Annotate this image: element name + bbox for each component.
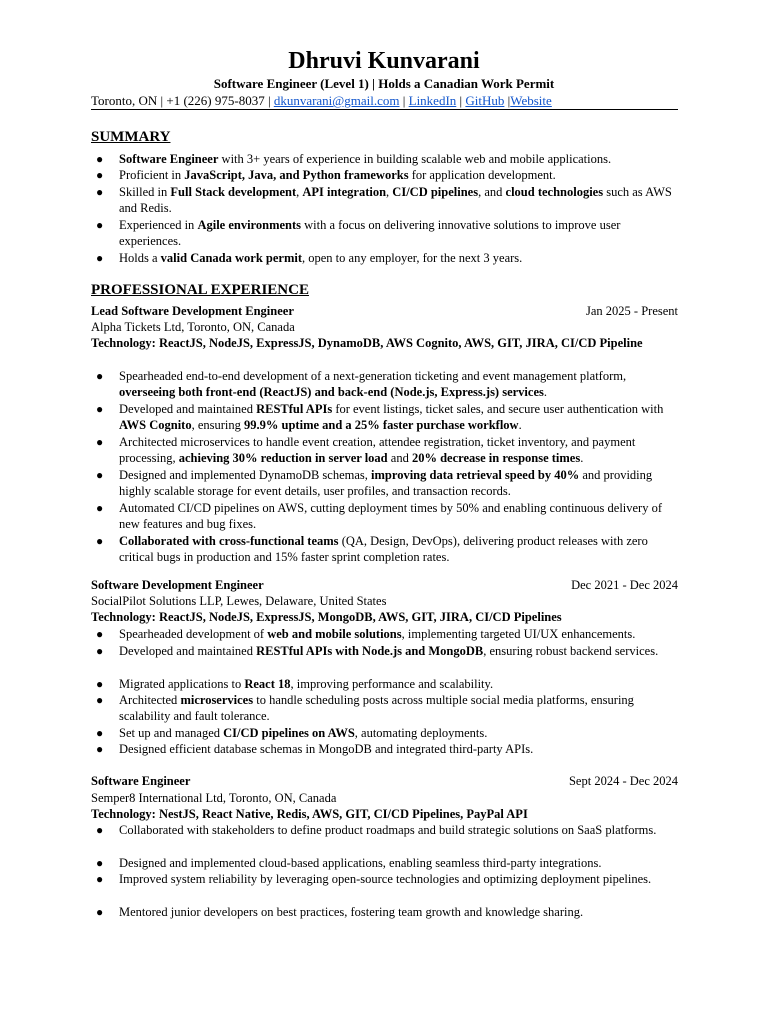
bullet-icon: ●	[96, 726, 104, 740]
linkedin-link[interactable]: LinkedIn	[408, 93, 457, 108]
bullet-icon: ●	[96, 251, 104, 265]
separator: |	[160, 93, 167, 108]
email-link[interactable]: dkunvarani@gmail.com	[273, 93, 400, 108]
bullet-icon: ●	[96, 872, 104, 886]
bullet-icon: ●	[96, 905, 104, 919]
bullet-icon: ●	[96, 693, 104, 707]
job-title: Lead Software Development Engineer	[91, 304, 294, 318]
job-bullet: Collaborated with cross-functional teams (QA, Design, DevOps), delivering product releases with zero critical bugs in production and 15% faster sprint completion rates.	[119, 534, 648, 565]
bullet-icon: ●	[96, 468, 104, 482]
job-title: Software Development Engineer	[91, 578, 264, 592]
summary-bullet: Software Engineer with 3+ years of experience in building scalable web and mobile applications.	[119, 152, 612, 166]
job-company: Semper8 International Ltd, Toronto, ON, Canada	[91, 791, 337, 805]
phone-text: +1 (226) 975-8037	[166, 93, 265, 108]
bullet-icon: ●	[96, 644, 104, 658]
job-bullet: Collaborated with stakeholders to define product roadmaps and build strategic solutions on SaaS platforms.	[119, 823, 657, 837]
job-dates: Dec 2021 - Dec 2024	[571, 578, 678, 592]
job-dates: Sept 2024 - Dec 2024	[568, 774, 678, 788]
github-link[interactable]: GitHub	[465, 93, 505, 108]
job-bullet: Architected microservices to handle scheduling posts across multiple social media platforms, ensuring scalability and fault tolerance.	[119, 693, 634, 724]
contact-line	[91, 93, 552, 109]
bullet-icon: ●	[96, 501, 104, 515]
bullet-icon: ●	[96, 152, 104, 166]
job-bullet: Spearheaded development of web and mobile solutions, implementing targeted UI/UX enhancements.	[119, 627, 636, 641]
summary-bullet: Skilled in Full Stack development, API integration, CI/CD pipelines, and cloud technologies such as AWS and Redis.	[119, 185, 672, 216]
job-company: Alpha Tickets Ltd, Toronto, ON, Canada	[91, 320, 295, 334]
bullet-icon: ●	[96, 402, 104, 416]
job-bullet: Designed and implemented cloud-based applications, enabling seamless third-party integrations.	[119, 856, 602, 870]
website-link[interactable]: Website	[510, 93, 552, 108]
separator: |	[267, 93, 274, 108]
job-bullet: Automated CI/CD pipelines on AWS, cutting deployment times by 50% and enabling continuous delivery of new features and bug fixes.	[119, 501, 663, 532]
job-company: SocialPilot Solutions LLP, Lewes, Delaware, United States	[91, 594, 387, 608]
bullet-icon: ●	[96, 435, 104, 449]
bullet-icon: ●	[96, 677, 104, 691]
bullet-icon: ●	[96, 369, 104, 383]
separator: |	[402, 93, 409, 108]
candidate-name: Dhruvi Kunvarani	[288, 48, 480, 74]
summary-bullet: Proficient in JavaScript, Java, and Python frameworks for application development.	[119, 168, 556, 182]
job-technology: Technology: NestJS, React Native, Redis, AWS, GIT, CI/CD Pipelines, PayPal API	[91, 807, 528, 821]
job-bullet: Spearheaded end-to-end development of a next-generation ticketing and event management platform, overseeing both front-end (ReactJS) and back-end (Node.js, Express.js) services.	[119, 369, 627, 400]
bullet-icon: ●	[96, 856, 104, 870]
summary-bullet: Holds a valid Canada work permit, open to any employer, for the next 3 years.	[119, 251, 523, 265]
job-bullet: Developed and maintained RESTful APIs for event listings, ticket sales, and secure user authentication with AWS Cognito, ensuring 99.9% uptime and a 25% faster purchase workflow.	[119, 402, 664, 433]
experience-heading: PROFESSIONAL EXPERIENCE	[91, 282, 309, 298]
bullet-icon: ●	[96, 185, 104, 199]
job-bullet: Designed and implemented DynamoDB schemas, improving data retrieval speed by 40% and providing highly scalable storage for event details, user profiles, and transaction records.	[119, 468, 653, 499]
job-bullet: Mentored junior developers on best practices, fostering team growth and knowledge sharing.	[119, 905, 584, 919]
job-bullet: Architected microservices to handle event creation, attendee registration, ticket inventory, and payment processing, achieving 30% reduction in server load and 20% decrease in response times.	[119, 435, 636, 466]
bullet-icon: ●	[96, 168, 104, 182]
job-title: Software Engineer	[91, 774, 191, 788]
bullet-icon: ●	[96, 823, 104, 837]
bullet-icon: ●	[96, 742, 104, 756]
job-bullet: Designed efficient database schemas in MongoDB and integrated third-party APIs.	[119, 742, 534, 756]
job-technology: Technology: ReactJS, NodeJS, ExpressJS, DynamoDB, AWS Cognito, AWS, GIT, JIRA, CI/CD Pipeline	[91, 336, 643, 350]
job-technology: Technology: ReactJS, NodeJS, ExpressJS, MongoDB, AWS, GIT, JIRA, CI/CD Pipelines	[91, 610, 562, 624]
job-bullet: Improved system reliability by leveraging open-source technologies and optimizing deployment pipelines.	[119, 872, 652, 886]
job-bullet: Developed and maintained RESTful APIs with Node.js and MongoDB, ensuring robust backend services.	[119, 644, 659, 658]
job-bullet: Set up and managed CI/CD pipelines on AWS, automating deployments.	[119, 726, 488, 740]
summary-heading: SUMMARY	[91, 129, 171, 145]
bullet-icon: ●	[96, 534, 104, 548]
candidate-subtitle: Software Engineer (Level 1) | Holds a Canadian Work Permit	[213, 76, 555, 91]
separator: |	[507, 93, 511, 108]
bullet-icon: ●	[96, 627, 104, 641]
header-divider	[91, 109, 678, 110]
location-text: Toronto, ON	[91, 93, 158, 108]
job-dates: Jan 2025 - Present	[586, 304, 678, 318]
bullet-icon: ●	[96, 218, 104, 232]
summary-bullet: Experienced in Agile environments with a focus on delivering innovative solutions to improve user experiences.	[119, 218, 621, 249]
job-bullet: Migrated applications to React 18, improving performance and scalability.	[119, 677, 494, 691]
separator: |	[459, 93, 466, 108]
